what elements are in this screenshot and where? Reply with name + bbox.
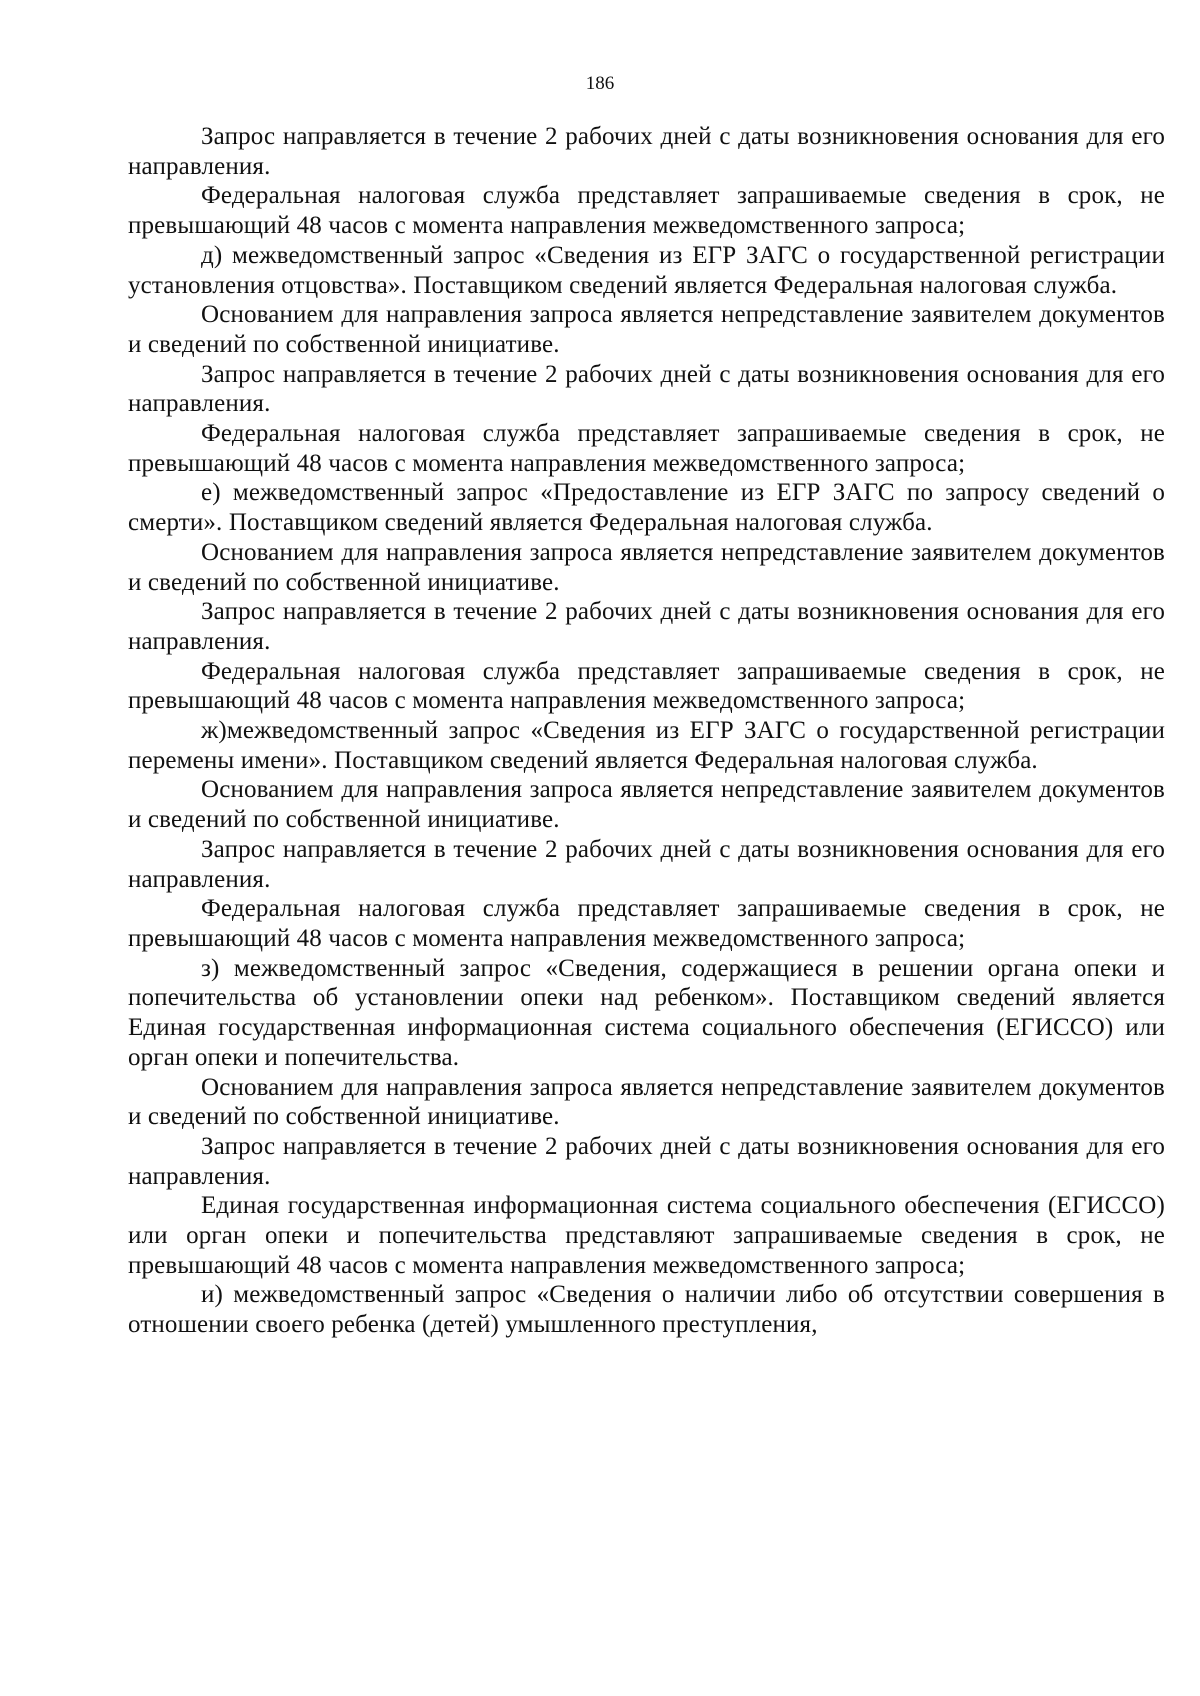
paragraph-request-deadline: Запрос направляется в течение 2 рабочих дней с даты возникновения основания для его направления.: [128, 835, 1165, 893]
paragraph-fns-response-time: Федеральная налоговая служба представляет запрашиваемые сведения в срок, не превышающий 48 часов с момента направления межведомственного запроса;: [128, 420, 1165, 477]
paragraph-request-basis: Основанием для направления запроса является непредставление заявителем документов и сведений по собственной инициативе.: [128, 776, 1165, 834]
paragraph-fns-response-time: Федеральная налоговая служба представляет запрашиваемые сведения в срок, не превышающий 48 часов с момента направления межведомственного запроса;: [128, 895, 1165, 952]
paragraph-request-basis: Основанием для направления запроса является непредставление заявителем документов и сведений по собственной инициативе.: [128, 538, 1165, 596]
page-number: 186: [585, 73, 615, 94]
document-body: [128, 122, 1165, 1340]
paragraph-item-d-paternity-request: д) межведомственный запрос «Сведения из ЕГР ЗАГС о государственной регистрации установления отцовства». Поставщиком сведений является Федеральная налоговая служба.: [128, 241, 1165, 299]
paragraph-item-z-guardianship-request: з) межведомственный запрос «Сведения, содержащиеся в решении органа опеки и попечительства об установлении опеки над ребенком». Поставщиком сведений является Единая государственная информационная система социального обеспечения (ЕГИССО) или орган опеки и попечительства.: [128, 954, 1165, 1071]
paragraph-request-basis: Основанием для направления запроса является непредставление заявителем документов и сведений по собственной инициативе.: [128, 301, 1165, 358]
paragraph-item-zh-name-change-request: ж)межведомственный запрос «Сведения из ЕГР ЗАГС о государственной регистрации перемены имени». Поставщиком сведений является Федеральная налоговая служба.: [128, 717, 1165, 774]
paragraph-fns-response-time: Федеральная налоговая служба представляет запрашиваемые сведения в срок, не превышающий 48 часов с момента направления межведомственного запроса;: [128, 657, 1165, 715]
paragraph-item-e-death-request: е) межведомственный запрос «Предоставление из ЕГР ЗАГС по запросу сведений о смерти». Поставщиком сведений является Федеральная налоговая служба.: [128, 479, 1165, 537]
paragraph-request-basis: Основанием для направления запроса является непредставление заявителем документов и сведений по собственной инициативе.: [128, 1073, 1165, 1131]
paragraph-request-deadline: Запрос направляется в течение 2 рабочих дней с даты возникновения основания для его направления.: [128, 360, 1165, 418]
paragraph-egisso-response-time: Единая государственная информационная система социального обеспечения (ЕГИССО) или орган опеки и попечительства представляют запрашиваемые сведения в срок, не превышающий 48 часов с момента направления межведомственного запроса;: [128, 1192, 1165, 1279]
paragraph-item-i-crime-request: и) межведомственный запрос «Сведения о наличии либо об отсутствии совершения в отношении своего ребенка (детей) умышленного преступления,: [128, 1281, 1165, 1339]
paragraph-request-deadline: Запрос направляется в течение 2 рабочих дней с даты возникновения основания для его направления.: [128, 598, 1165, 655]
paragraph-fns-response-time: Федеральная налоговая служба представляет запрашиваемые сведения в срок, не превышающий 48 часов с момента направления межведомственного запроса;: [128, 182, 1165, 240]
paragraph-request-deadline: Запрос направляется в течение 2 рабочих дней с даты возникновения основания для его направления.: [128, 123, 1165, 180]
paragraph-request-deadline: Запрос направляется в течение 2 рабочих дней с даты возникновения основания для его направления.: [128, 1132, 1165, 1190]
